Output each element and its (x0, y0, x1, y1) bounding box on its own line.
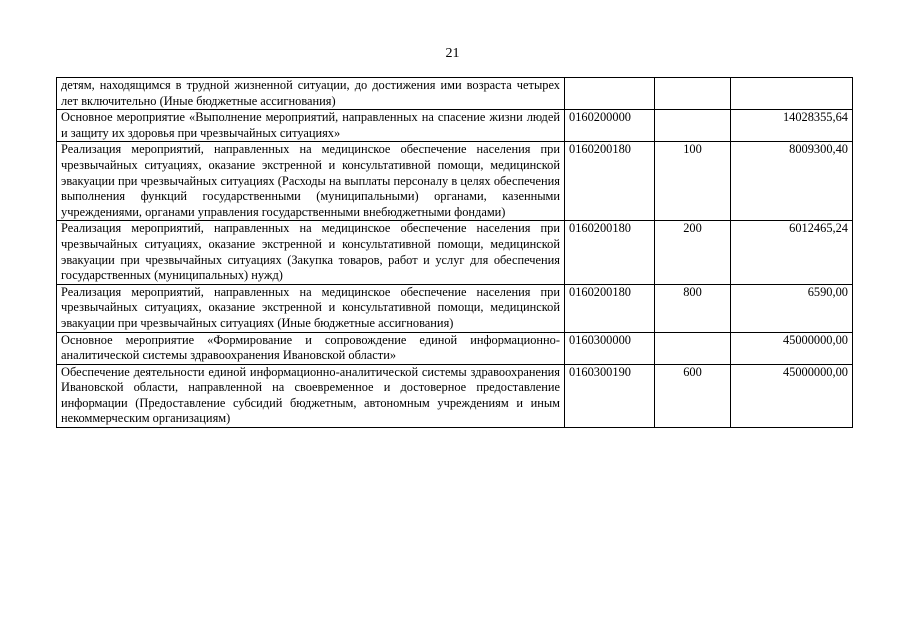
row-expense-type: 200 (655, 221, 731, 284)
row-description: Основное мероприятие «Выполнение мероприятий, направленных на спасение жизни людей и защиту их здоровья при чрезвычайных ситуациях» (57, 110, 565, 142)
table-row (57, 364, 853, 427)
table-row (57, 221, 853, 284)
row-target-code: 0160200180 (565, 221, 655, 284)
row-expense-type (655, 78, 731, 110)
row-description: детям, находящимся в трудной жизненной ситуации, до достижения ими возраста четырех лет включительно (Иные бюджетные ассигнования) (57, 78, 565, 110)
row-target-code (565, 78, 655, 110)
row-amount: 6012465,24 (731, 221, 853, 284)
table-row (57, 332, 853, 364)
row-description: Реализация мероприятий, направленных на медицинское обеспечение населения при чрезвычайных ситуациях, оказание экстренной и консультативной помощи, медицинской эвакуации при чрезвычайных ситуациях (Иные бюджетные ассигнования) (57, 284, 565, 332)
row-target-code: 0160200000 (565, 110, 655, 142)
row-target-code: 0160200180 (565, 284, 655, 332)
row-description: Обеспечение деятельности единой информационно-аналитической системы здравоохранения Ивановской области, направленной на своевременное и достоверное предоставление информации (Предоставление субсидий бюджетным, автономным учреждениям и иным некоммерческим организациям) (57, 364, 565, 427)
row-expense-type: 600 (655, 364, 731, 427)
row-expense-type (655, 110, 731, 142)
table-row (57, 78, 853, 110)
row-amount: 6590,00 (731, 284, 853, 332)
table-row (57, 110, 853, 142)
row-amount: 14028355,64 (731, 110, 853, 142)
table-row (57, 284, 853, 332)
row-amount: 45000000,00 (731, 332, 853, 364)
row-target-code: 0160200180 (565, 142, 655, 221)
row-expense-type (655, 332, 731, 364)
row-target-code: 0160300000 (565, 332, 655, 364)
row-description: Реализация мероприятий, направленных на медицинское обеспечение населения при чрезвычайных ситуациях, оказание экстренной и консультативной помощи, медицинской эвакуации при чрезвычайных ситуациях (Закупка товаров, работ и услуг для обеспечения государственных (муниципальных) нужд) (57, 221, 565, 284)
row-expense-type: 100 (655, 142, 731, 221)
budget-table (56, 77, 853, 428)
table-row (57, 142, 853, 221)
row-amount (731, 78, 853, 110)
row-expense-type: 800 (655, 284, 731, 332)
row-description: Реализация мероприятий, направленных на медицинское обеспечение населения при чрезвычайных ситуациях, оказание экстренной и консультативной помощи, медицинской эвакуации при чрезвычайных ситуациях (Расходы на выплаты персоналу в целях обеспечения выполнения функций государственными (муниципальными) органами, казенными учреждениями, органами управления государственными внебюджетными фондами) (57, 142, 565, 221)
row-amount: 8009300,40 (731, 142, 853, 221)
row-target-code: 0160300190 (565, 364, 655, 427)
row-amount: 45000000,00 (731, 364, 853, 427)
page-number: 21 (445, 46, 460, 61)
row-description: Основное мероприятие «Формирование и сопровождение единой информационно-аналитической системы здравоохранения Ивановской области» (57, 332, 565, 364)
